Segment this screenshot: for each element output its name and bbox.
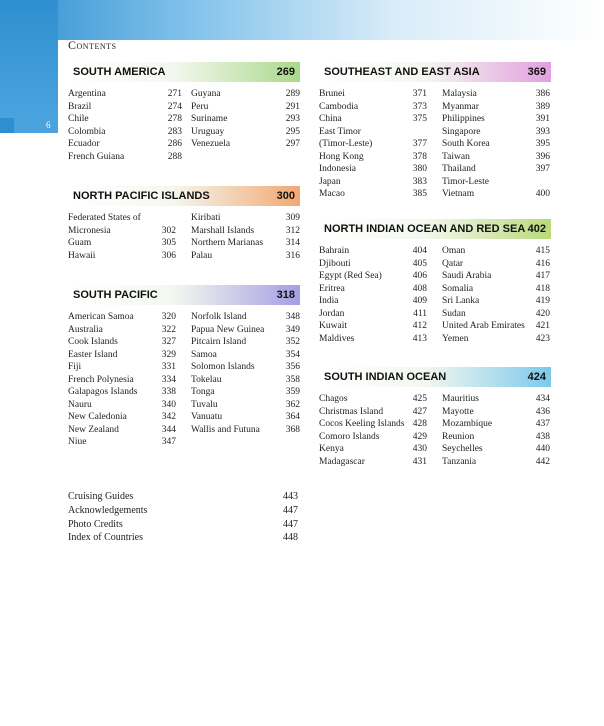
entry-name: Qatar [442, 258, 464, 269]
entry-name: Malaysia [442, 89, 477, 99]
entry-name: Sudan [442, 308, 466, 319]
entry-name: Vietnam [442, 189, 475, 199]
entry-page-number: 322 [161, 324, 176, 335]
section-title: SOUTH AMERICA [73, 66, 166, 78]
entry-page-number: 368 [285, 424, 300, 435]
entry-page-number: 447 [283, 518, 298, 530]
section-entries [68, 311, 300, 449]
list-item [319, 283, 551, 296]
entry-page-number: 297 [285, 139, 300, 149]
entry-page-number: 352 [285, 337, 300, 347]
entry-name: Federated States of [68, 213, 141, 223]
entry-name: Egypt (Red Sea) [319, 271, 382, 281]
entry-page-number: 359 [285, 387, 300, 397]
list-item [68, 386, 300, 399]
entry-name: Jordan [319, 308, 345, 319]
entry-page-number: 309 [285, 213, 300, 223]
entry-name: Myanmar [442, 101, 479, 112]
entry-name: Chile [68, 114, 89, 124]
list-item [319, 308, 551, 321]
entry-name: United Arab Emirates [442, 321, 525, 331]
entry-page-number: 278 [167, 114, 182, 124]
section-entries [68, 88, 300, 163]
entry-name: Uruguay [191, 126, 225, 137]
side-accent-band [0, 0, 58, 118]
entry-page-number: 293 [285, 114, 300, 124]
section-title: NORTH INDIAN OCEAN AND RED SEA [324, 223, 526, 235]
section-south-pacific [68, 285, 300, 449]
list-item [68, 349, 300, 362]
list-item [319, 393, 551, 406]
entry-page-number: 375 [412, 114, 427, 124]
entry-page-number: 358 [285, 374, 300, 385]
entry-page-number: 286 [167, 139, 182, 149]
list-item [68, 399, 300, 412]
entry-name: Chagos [319, 394, 348, 404]
entry-page-number: 431 [412, 456, 427, 467]
entry-name: Kenya [319, 444, 344, 454]
entry-name: Seychelles [442, 444, 483, 454]
section-south-america [68, 62, 300, 163]
entry-name: Vanuatu [191, 412, 223, 422]
entry-name: India [319, 296, 339, 306]
list-item [319, 320, 551, 333]
entry-page-number: 396 [535, 151, 550, 162]
list-item [319, 245, 551, 258]
section-header [68, 285, 300, 305]
entry-page-number: 373 [412, 101, 427, 112]
entry-page-number: 395 [535, 139, 550, 149]
entry-page-number: 378 [412, 151, 427, 162]
entry-page-number: 411 [413, 308, 427, 319]
list-item [319, 418, 551, 431]
entry-page-number: 356 [285, 362, 300, 372]
entry-page-number: 437 [535, 419, 550, 429]
entry-page-number: 428 [412, 419, 427, 429]
entry-name: Taiwan [442, 151, 470, 162]
side-accent-band-lower [0, 118, 14, 133]
entry-page-number: 331 [161, 362, 176, 372]
entry-name: Thailand [442, 164, 476, 174]
entry-name: Mayotte [442, 406, 474, 417]
entry-name: Kiribati [191, 213, 221, 223]
entry-page-number: 400 [535, 189, 550, 199]
entry-name: Madagascar [319, 456, 365, 467]
entry-name: South Korea [442, 139, 490, 149]
entry-page-number: 362 [285, 399, 300, 410]
entry-name: Niue [68, 437, 87, 447]
section-entries [68, 212, 300, 262]
entry-name: China [319, 114, 342, 124]
entry-name: French Guiana [68, 151, 125, 162]
page-number: 6 [14, 118, 58, 133]
entry-page-number: 338 [161, 387, 176, 397]
entry-name: Easter Island [68, 349, 118, 360]
entry-name: Christmas Island [319, 406, 384, 417]
entry-page-number: 430 [412, 444, 427, 454]
entry-name: Macao [319, 189, 345, 199]
list-item [68, 424, 300, 437]
entry-page-number: 406 [412, 271, 427, 281]
entry-page-number: 418 [535, 283, 550, 294]
entry-name: Brunei [319, 89, 345, 99]
list-item [319, 456, 551, 469]
entry-page-number: 305 [161, 238, 176, 248]
entry-page-number: 342 [161, 412, 176, 422]
list-item [319, 101, 551, 114]
entry-name: Philippines [442, 114, 485, 124]
entry-name: Eritrea [319, 283, 345, 294]
entry-page-number: 448 [283, 532, 298, 544]
entry-page-number: 442 [535, 456, 550, 467]
entry-page-number: 302 [161, 225, 176, 236]
back-matter-list [68, 490, 298, 545]
entry-page-number: 383 [412, 176, 427, 187]
entry-page-number: 349 [285, 324, 300, 335]
list-item [319, 431, 551, 444]
entry-name: Bahrain [319, 246, 350, 256]
entry-name: Brazil [68, 101, 92, 112]
list-item [68, 88, 300, 101]
entry-page-number: 427 [412, 406, 427, 417]
list-item [68, 374, 300, 387]
section-north-indian-ocean-red-sea [319, 219, 551, 345]
section-south-indian-ocean [319, 367, 551, 468]
list-item [319, 188, 551, 201]
section-entries [319, 393, 551, 468]
entry-name: New Zealand [68, 424, 119, 435]
entry-page-number: 291 [285, 101, 300, 112]
entry-page-number: 312 [285, 225, 300, 236]
entry-page-number: 329 [161, 349, 176, 360]
entry-name: American Samoa [68, 312, 134, 322]
entry-name: Japan [319, 176, 341, 187]
entry-name: Guam [68, 238, 92, 248]
list-item [68, 411, 300, 424]
list-item [319, 270, 551, 283]
entry-page-number: 288 [167, 151, 182, 162]
list-item [68, 250, 300, 263]
entry-page-number: 347 [161, 437, 176, 447]
entry-name: Yemen [442, 333, 469, 344]
entry-page-number: 420 [535, 308, 550, 319]
section-entries [319, 245, 551, 345]
entry-name: Mauritius [442, 394, 479, 404]
section-title: SOUTH INDIAN OCEAN [324, 371, 447, 383]
entry-page-number: 405 [412, 258, 427, 269]
entry-name: Wallis and Futuna [191, 424, 260, 435]
entry-page-number: 271 [167, 89, 182, 99]
entry-name: Tuvalu [191, 399, 218, 410]
entry-name: Index of Countries [68, 532, 143, 544]
entry-page-number: 380 [412, 164, 427, 174]
entry-page-number: 443 [283, 491, 298, 502]
entry-page-number: 385 [412, 189, 427, 199]
entry-page-number: 419 [535, 296, 550, 306]
entry-page-number: 320 [161, 312, 176, 322]
list-item [68, 212, 300, 225]
list-item [68, 126, 300, 139]
section-header [319, 367, 551, 387]
entry-page-number: 415 [535, 246, 550, 256]
entry-page-number: 386 [535, 89, 550, 99]
entry-page-number: 412 [412, 321, 427, 331]
list-item [319, 333, 551, 346]
entry-name: Samoa [191, 349, 217, 360]
list-item [68, 138, 300, 151]
section-title: SOUTHEAST AND EAST ASIA [324, 66, 480, 78]
section-southeast-east-asia [319, 62, 551, 201]
entry-page-number: 416 [535, 258, 550, 269]
entry-name: Tanzania [442, 456, 477, 467]
entry-page-number: 344 [161, 424, 176, 435]
entry-page-number: 334 [161, 374, 176, 385]
entry-name: Photo Credits [68, 518, 123, 530]
entry-name: East Timor [319, 126, 361, 137]
list-item [319, 126, 551, 139]
section-header [68, 186, 300, 206]
section-entries [319, 88, 551, 201]
list-item [68, 101, 300, 114]
section-page-number: 318 [276, 289, 295, 301]
section-page-number: 402 [527, 223, 546, 235]
entry-name: Cruising Guides [68, 491, 134, 502]
entry-page-number: 393 [535, 126, 550, 137]
entry-name: Pitcairn Island [191, 337, 247, 347]
entry-name: Papua New Guinea [191, 324, 265, 335]
entry-name: Ecuador [68, 139, 100, 149]
entry-page-number: 354 [285, 349, 300, 360]
section-header [319, 219, 551, 239]
entry-name: Saudi Arabia [442, 271, 492, 281]
list-item [319, 151, 551, 164]
entry-name: Cambodia [319, 101, 359, 112]
list-item [319, 163, 551, 176]
entry-page-number: 421 [535, 321, 550, 331]
entry-page-number: 408 [412, 283, 427, 294]
entry-page-number: 283 [167, 126, 182, 137]
entry-page-number: 389 [535, 101, 550, 112]
entry-name: Fiji [68, 362, 82, 372]
entry-name: Galapagos Islands [68, 387, 138, 397]
list-item [68, 311, 300, 324]
section-page-number: 269 [276, 66, 295, 78]
entry-page-number: 438 [535, 431, 550, 442]
list-item [319, 406, 551, 419]
list-item [319, 258, 551, 271]
entry-name: Reunion [442, 431, 475, 442]
entry-name: Australia [68, 324, 103, 335]
entry-name: Djibouti [319, 258, 351, 269]
entry-page-number: 413 [412, 333, 427, 344]
list-item [319, 138, 551, 151]
entry-name: Hawaii [68, 250, 96, 261]
entry-page-number: 348 [285, 312, 300, 322]
entry-name: (Timor-Leste) [319, 139, 373, 149]
entry-name: Singapore [442, 126, 481, 137]
entry-name: Colombia [68, 126, 106, 137]
entry-page-number: 377 [412, 139, 427, 149]
entry-name: Timor-Leste [442, 176, 489, 187]
list-item [319, 176, 551, 189]
page-title: Contents [68, 38, 117, 52]
section-page-number: 369 [527, 66, 546, 78]
entry-page-number: 314 [285, 238, 300, 248]
entry-page-number: 364 [285, 412, 300, 422]
entry-name: Micronesia [68, 225, 111, 236]
section-title: SOUTH PACIFIC [73, 289, 158, 301]
entry-name: Nauru [68, 399, 92, 410]
entry-name: Hong Kong [319, 151, 364, 162]
entry-page-number: 327 [161, 337, 176, 347]
header-gradient-band [0, 0, 604, 40]
entry-name: Indonesia [319, 164, 356, 174]
entry-page-number: 434 [535, 394, 550, 404]
entry-page-number: 289 [285, 89, 300, 99]
entry-page-number: 440 [535, 444, 550, 454]
entry-page-number: 425 [412, 394, 427, 404]
entry-name: Comoro Islands [319, 431, 380, 442]
entry-name: Solomon Islands [191, 362, 255, 372]
entry-name: Somalia [442, 283, 474, 294]
list-item [68, 336, 300, 349]
entry-name: Peru [191, 101, 209, 112]
entry-page-number: 371 [412, 89, 427, 99]
list-item [68, 151, 300, 164]
entry-name: Cocos Keeling Islands [319, 419, 405, 429]
entry-page-number: 274 [167, 101, 182, 112]
list-item [68, 490, 298, 504]
entry-name: Sri Lanka [442, 296, 480, 306]
list-item [68, 531, 298, 545]
entry-name: New Caledonia [68, 412, 127, 422]
list-item [68, 237, 300, 250]
list-item [68, 518, 298, 532]
list-item [68, 225, 300, 238]
section-north-pacific-islands [68, 186, 300, 262]
entry-name: Suriname [191, 114, 228, 124]
section-title: NORTH PACIFIC ISLANDS [73, 190, 210, 202]
list-item [319, 295, 551, 308]
entry-name: Acknowledgements [68, 504, 148, 516]
list-item [68, 504, 298, 518]
list-item [319, 113, 551, 126]
entry-name: Argentina [68, 89, 106, 99]
entry-name: Venezuela [191, 139, 231, 149]
list-item [68, 361, 300, 374]
entry-name: Maldives [319, 333, 355, 344]
entry-name: Northern Marianas [191, 238, 264, 248]
section-page-number: 424 [527, 371, 546, 383]
list-item [319, 443, 551, 456]
section-header [319, 62, 551, 82]
entry-name: Cook Islands [68, 337, 118, 347]
section-page-number: 300 [276, 190, 295, 202]
entry-page-number: 295 [285, 126, 300, 137]
list-item [68, 436, 300, 449]
entry-page-number: 404 [412, 246, 427, 256]
entry-name: Mozambique [442, 419, 493, 429]
entry-page-number: 397 [535, 164, 550, 174]
list-item [319, 88, 551, 101]
entry-page-number: 316 [285, 250, 300, 261]
entry-name: Tokelau [191, 374, 222, 385]
entry-name: Guyana [191, 89, 221, 99]
entry-name: Oman [442, 246, 466, 256]
entry-name: Marshall Islands [191, 225, 255, 236]
section-header [68, 62, 300, 82]
entry-page-number: 409 [412, 296, 427, 306]
entry-page-number: 429 [412, 431, 427, 442]
entry-name: Kuwait [319, 321, 347, 331]
entry-name: Tonga [191, 387, 215, 397]
list-item [68, 324, 300, 337]
entry-page-number: 417 [535, 271, 550, 281]
entry-page-number: 340 [161, 399, 176, 410]
entry-name: Palau [191, 250, 213, 261]
entry-page-number: 391 [535, 114, 550, 124]
entry-name: Norfolk Island [191, 312, 247, 322]
entry-page-number: 436 [535, 406, 550, 417]
entry-name: French Polynesia [68, 374, 134, 385]
entry-page-number: 423 [535, 333, 550, 344]
list-item [68, 113, 300, 126]
entry-page-number: 306 [161, 250, 176, 261]
entry-page-number: 447 [283, 504, 298, 516]
